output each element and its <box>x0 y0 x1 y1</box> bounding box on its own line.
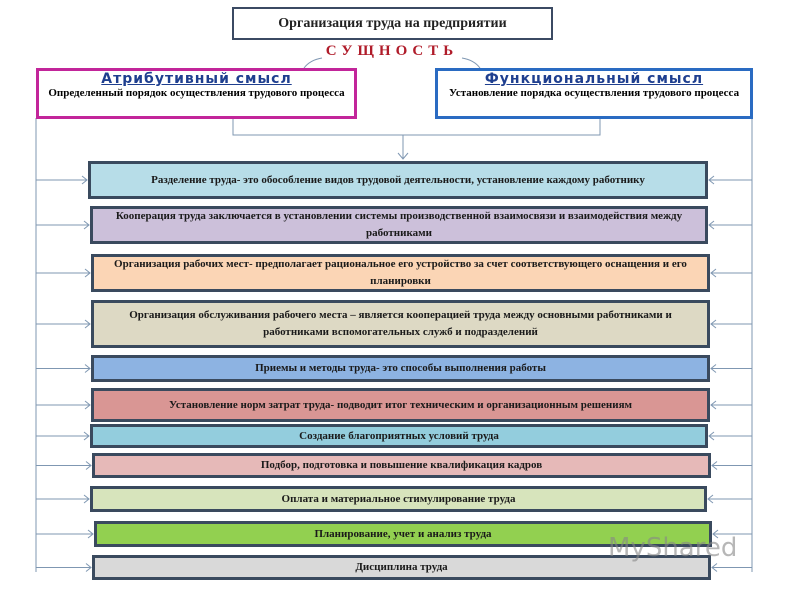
arrow <box>712 564 752 572</box>
function-box: Дисциплина труда <box>92 555 711 580</box>
arrow <box>711 269 752 277</box>
attributive-sense-box <box>36 68 357 119</box>
arrow <box>36 432 89 440</box>
arrow <box>36 462 91 470</box>
functional-heading: Функциональный смысл <box>484 71 704 87</box>
arrow <box>708 495 752 503</box>
function-box: Подбор, подготовка и повышение квалификация кадров <box>92 453 711 478</box>
arrow <box>36 365 90 373</box>
arrow <box>712 462 752 470</box>
arrow <box>36 176 87 184</box>
arrow <box>709 176 752 184</box>
function-box: Создание благоприятных условий труда <box>90 424 708 448</box>
function-box: Оплата и материальное стимулирование труда <box>90 486 707 512</box>
arrow <box>36 564 91 572</box>
function-box: Разделение труда- это обособление видов трудовой деятельности, установление каждому работнику <box>88 161 708 199</box>
arrow <box>711 365 752 373</box>
arrow <box>36 269 90 277</box>
arrow <box>36 530 93 538</box>
function-box: Установление норм затрат труда- подводит итог техническим и организационным решениям <box>91 388 710 422</box>
page-title: Организация труда на предприятии <box>232 7 553 40</box>
arrow <box>36 221 89 229</box>
arrow <box>36 320 90 328</box>
arrow <box>709 432 752 440</box>
essence-label: СУЩНОСТЬ <box>325 43 459 59</box>
arrow <box>36 495 89 503</box>
arrow <box>711 401 752 409</box>
arrow <box>709 221 752 229</box>
function-box: Кооперация труда заключается в установлении системы производственной взаимосвязи и взаимодействия между работниками <box>90 206 708 244</box>
watermark: MyShared <box>608 533 738 563</box>
function-box: Планирование, учет и анализ труда <box>94 521 712 547</box>
function-box: Приемы и методы труда- это способы выполнения работы <box>91 355 710 382</box>
functional-text: Установление порядка осуществления трудового процесса <box>448 87 740 99</box>
arrow <box>711 320 752 328</box>
function-box: Организация обслуживания рабочего места – является кооперацией труда между основными работниками и работниками вспомогательных служб и подразделений <box>91 300 710 348</box>
attributive-text: Определенный порядок осуществления трудового процесса <box>48 87 345 99</box>
function-box: Организация рабочих мест- предполагает рациональное его устройство за счет соответствующего оснащения и его планировки <box>91 254 710 292</box>
arrow <box>36 401 90 409</box>
attributive-heading: Атрибутивный смысл <box>101 71 292 87</box>
functional-sense-box <box>435 68 753 119</box>
